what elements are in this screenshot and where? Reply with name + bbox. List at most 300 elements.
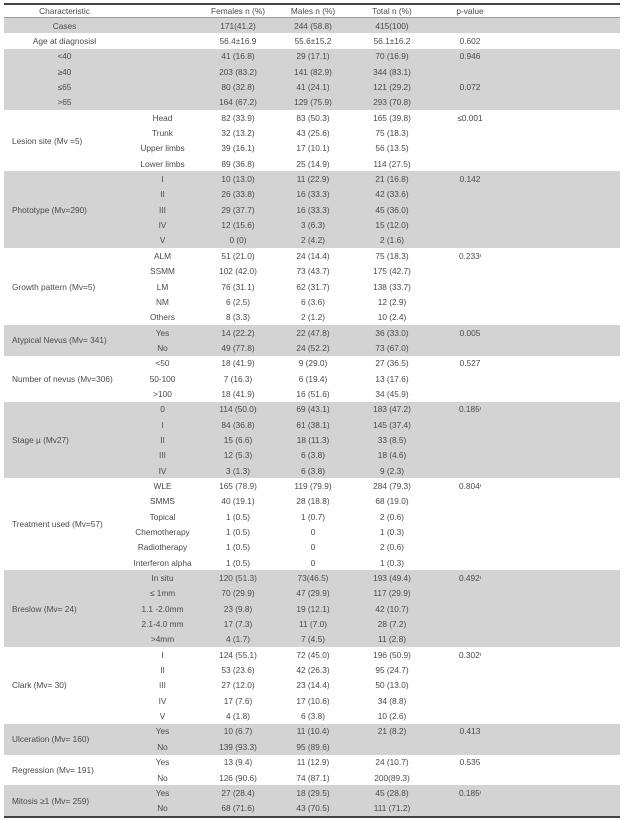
row-group <box>4 18 620 33</box>
total-cell: 75 (18.3) <box>375 128 409 139</box>
total-cell: 2 (1.6) <box>380 235 404 246</box>
total-cell: 15 (12.0) <box>375 220 409 231</box>
category-cell: ALM <box>153 250 172 261</box>
total-cell: 10 (2.4) <box>377 312 407 323</box>
total-cell: 50 (13.0) <box>375 680 409 691</box>
females-cell: 27 (28.4) <box>221 787 255 798</box>
females-cell: 51 (21.0) <box>221 250 255 261</box>
males-cell: 11 (12.9) <box>296 757 330 768</box>
females-cell: 70 (29.9) <box>221 588 255 599</box>
group-label: Regression (Mv= 191) <box>12 764 94 775</box>
table-row <box>4 432 620 447</box>
p-value-cell: 0.142 <box>459 174 481 185</box>
total-cell: 117 (29.9) <box>373 588 411 599</box>
males-cell: 18 (29.5) <box>296 787 330 798</box>
total-cell: 183 (47.2) <box>373 404 411 415</box>
total-cell: 28 (7.2) <box>377 619 407 630</box>
category-cell: No <box>157 741 168 752</box>
category-cell: Interferon alpha <box>133 557 192 568</box>
males-cell: 69 (43.1) <box>296 404 330 415</box>
females-cell: 32 (13.2) <box>221 128 255 139</box>
table-row <box>4 217 620 232</box>
females-cell: 17 (7.3) <box>223 619 253 630</box>
males-cell: 25 (14.9) <box>296 158 330 169</box>
group-label: Growth pattern (Mv=5) <box>12 281 96 292</box>
females-cell: 40 (19.1) <box>221 496 255 507</box>
males-cell: 18 (11.3) <box>296 434 330 445</box>
females-cell: 82 (33.9) <box>221 112 255 123</box>
males-cell: 29 (17.1) <box>296 51 330 62</box>
females-cell: 8 (3.3) <box>226 312 250 323</box>
characteristics-table <box>4 3 620 818</box>
males-cell: 6 (3.8) <box>301 465 325 476</box>
females-cell: 14 (22.2) <box>221 327 255 338</box>
category-cell: WLE <box>153 480 172 491</box>
header-females: Females n (%) <box>211 6 265 16</box>
table-row <box>4 570 620 585</box>
characteristic-cell: <40 <box>57 51 72 62</box>
females-cell: 120 (51.3) <box>219 573 257 584</box>
females-cell: 39 (16.1) <box>221 143 255 154</box>
females-cell: 12 (5.3) <box>223 450 253 461</box>
category-cell: SSMM <box>150 266 175 277</box>
p-value-cell: 0.005 <box>459 327 481 338</box>
males-cell: 83 (50.3) <box>296 112 330 123</box>
total-cell: 13 (17.6) <box>375 373 409 384</box>
total-cell: 111 (71.2) <box>373 803 411 814</box>
males-cell: 244 (58.8) <box>294 20 332 31</box>
header-p-value: p-value <box>456 6 484 16</box>
females-cell: 7 (16.3) <box>223 373 253 384</box>
p-value-cell: ≤0.001 <box>457 112 483 123</box>
row-group <box>4 724 620 755</box>
total-cell: 193 (49.4) <box>373 573 411 584</box>
females-cell: 23 (9.8) <box>223 603 253 614</box>
total-cell: 56 (13.5) <box>375 143 409 154</box>
total-cell: 145 (37.4) <box>373 419 411 430</box>
category-cell: 0 <box>160 404 165 415</box>
males-cell: 0 <box>310 557 316 568</box>
males-cell: 74 (87.1) <box>296 772 330 783</box>
table-row <box>4 79 620 94</box>
females-cell: 171(41.2) <box>220 20 256 31</box>
category-cell: LM <box>156 281 169 292</box>
table-row <box>4 478 620 493</box>
total-cell: 70 (16.9) <box>375 51 409 62</box>
total-cell: 73 (67.0) <box>375 342 409 353</box>
category-cell: NM <box>156 296 169 307</box>
males-cell: 141 (82.9) <box>294 66 332 77</box>
males-cell: 43 (25.6) <box>296 128 330 139</box>
characteristic-cell: Cases <box>52 20 77 31</box>
category-cell: Others <box>150 312 175 323</box>
males-cell: 3 (6.3) <box>301 220 325 231</box>
males-cell: 24 (14.4) <box>296 250 330 261</box>
row-group <box>4 647 620 724</box>
category-cell: Trunk <box>152 128 173 139</box>
table-row <box>4 187 620 202</box>
table-row <box>4 770 620 785</box>
table-row <box>4 248 620 263</box>
total-cell: 293 (70.8) <box>373 97 411 108</box>
table-row <box>4 616 620 631</box>
group-label: Number of nevus (Mv=306) <box>12 373 113 384</box>
females-cell: 4 (1.7) <box>226 634 250 645</box>
females-cell: 4 (1.8) <box>226 711 250 722</box>
females-cell: 53 (23.6) <box>221 665 255 676</box>
females-cell: 102 (42.0) <box>219 266 257 277</box>
group-label: Stage µ (Mv27) <box>12 434 69 445</box>
females-cell: 6 (2.5) <box>226 296 250 307</box>
row-group <box>4 755 620 786</box>
table-row <box>4 678 620 693</box>
row-group <box>4 248 620 325</box>
table-row <box>4 64 620 79</box>
total-cell: 21 (16.8) <box>375 174 409 185</box>
table-row <box>4 294 620 309</box>
males-cell: 61 (38.1) <box>296 419 330 430</box>
table-row <box>4 555 620 570</box>
females-cell: 12 (15.6) <box>221 220 255 231</box>
males-cell: 0 <box>310 542 316 553</box>
p-value-cell: 0.072 <box>459 82 481 93</box>
p-value-cell: 0.302ᶧ <box>458 649 482 660</box>
males-cell: 7 (4.5) <box>301 634 325 645</box>
table-row <box>4 448 620 463</box>
category-cell: >100 <box>153 388 172 399</box>
characteristic-cell: ≥40 <box>57 66 72 77</box>
category-cell: V <box>159 235 166 246</box>
total-cell: 10 (2.6) <box>377 711 407 722</box>
total-cell: 114 (27.5) <box>373 158 411 169</box>
females-cell: 68 (71.6) <box>221 803 255 814</box>
females-cell: 114 (50.0) <box>219 404 257 415</box>
group-label: Clark (Mv= 30) <box>12 680 67 691</box>
total-cell: 95 (24.7) <box>375 665 409 676</box>
total-cell: 1 (0.3) <box>380 557 404 568</box>
p-value-cell: 0.413 <box>459 726 481 737</box>
table-row <box>4 18 620 33</box>
males-cell: 19 (12.1) <box>296 603 330 614</box>
males-cell: 73 (43.7) <box>296 266 330 277</box>
category-cell: 2.1-4.0 mm <box>141 619 184 630</box>
males-cell: 6 (3.8) <box>301 711 325 722</box>
females-cell: 124 (55.1) <box>219 649 257 660</box>
table-row <box>4 386 620 401</box>
table-row <box>4 693 620 708</box>
table-row <box>4 417 620 432</box>
males-cell: 73(46.5) <box>297 573 329 584</box>
category-cell: ≤ 1mm <box>149 588 176 599</box>
category-cell: Chemotherapy <box>135 527 190 538</box>
category-cell: 1.1 -2.0mm <box>141 603 184 614</box>
females-cell: 41 (16.8) <box>221 51 255 62</box>
males-cell: 6 (3.8) <box>301 450 325 461</box>
total-cell: 45 (28.8) <box>375 787 409 798</box>
males-cell: 16 (33.3) <box>296 204 330 215</box>
row-group <box>4 33 620 48</box>
table-row <box>4 463 620 478</box>
header-males: Males n (%) <box>290 6 336 16</box>
males-cell: 55.6±15.2 <box>294 36 332 47</box>
category-cell: I <box>161 649 164 660</box>
total-cell: 56.1±16.2 <box>373 36 411 47</box>
p-value-cell: 0.185ᶧ <box>458 404 482 415</box>
group-label: Ulceration (Mv= 160) <box>12 734 90 745</box>
males-cell: 17 (10.6) <box>296 695 330 706</box>
total-cell: 1 (0.3) <box>380 527 404 538</box>
table-row <box>4 233 620 248</box>
females-cell: 18 (41.9) <box>221 388 255 399</box>
total-cell: 2 (0.6) <box>380 511 404 522</box>
table-row <box>4 356 620 371</box>
table-row <box>4 33 620 48</box>
females-cell: 56.4±16.9 <box>219 36 257 47</box>
males-cell: 72 (45.0) <box>296 649 330 660</box>
males-cell: 11 (10.4) <box>296 726 330 737</box>
category-cell: No <box>157 803 168 814</box>
row-group <box>4 110 620 171</box>
males-cell: 62 (31.7) <box>296 281 330 292</box>
females-cell: 89 (36.8) <box>221 158 255 169</box>
males-cell: 41 (24.1) <box>296 82 330 93</box>
males-cell: 6 (19.4) <box>298 373 328 384</box>
row-group <box>4 570 620 647</box>
females-cell: 164 (67.2) <box>219 97 257 108</box>
p-value-cell: 0.233ᶧ <box>458 250 482 261</box>
characteristic-cell: ≤65 <box>57 82 72 93</box>
category-cell: SMMS <box>150 496 175 507</box>
header-total: Total n (%) <box>372 6 412 16</box>
table-row <box>4 125 620 140</box>
males-cell: 28 (18.8) <box>296 496 330 507</box>
row-group <box>4 402 620 479</box>
category-cell: Yes <box>155 757 170 768</box>
females-cell: 1 (0.5) <box>226 557 250 568</box>
total-cell: 12 (2.9) <box>377 296 407 307</box>
category-cell: No <box>157 772 168 783</box>
table-row <box>4 755 620 770</box>
total-cell: 9 (2.3) <box>380 465 404 476</box>
males-cell: 95 (89.6) <box>296 741 330 752</box>
females-cell: 10 (6.7) <box>223 726 253 737</box>
table-row <box>4 662 620 677</box>
p-value-cell: 0.185ᶧ <box>458 787 482 798</box>
total-cell: 415(100) <box>375 20 409 31</box>
males-cell: 129 (75.9) <box>294 97 332 108</box>
total-cell: 21 (8.2) <box>377 726 407 737</box>
total-cell: 33 (8.5) <box>377 434 407 445</box>
group-label: Phototype (Mv=290) <box>12 204 87 215</box>
table-row <box>4 647 620 662</box>
p-value-cell: 0.535 <box>459 757 481 768</box>
row-group <box>4 356 620 402</box>
females-cell: 3 (1.3) <box>226 465 250 476</box>
total-cell: 175 (42.7) <box>373 266 411 277</box>
category-cell: Upper limbs <box>140 143 185 154</box>
category-cell: IV <box>158 465 167 476</box>
category-cell: Head <box>152 112 173 123</box>
group-label: Treatment used (Mv=57) <box>12 519 103 530</box>
males-cell: 47 (29.9) <box>296 588 330 599</box>
category-cell: Yes <box>155 787 170 798</box>
males-cell: 11 (7.0) <box>299 619 327 630</box>
females-cell: 10 (13.0) <box>221 174 255 185</box>
table-row <box>4 49 620 64</box>
table-row <box>4 632 620 647</box>
category-cell: I <box>161 419 164 430</box>
table-row <box>4 264 620 279</box>
males-cell: 2 (1.2) <box>301 312 325 323</box>
total-cell: 42 (10.7) <box>375 603 409 614</box>
row-group <box>4 325 620 356</box>
table-header <box>4 5 620 18</box>
total-cell: 165 (39.8) <box>373 112 411 123</box>
total-cell: 34 (45.9) <box>375 388 409 399</box>
header-characteristic: Characteristic <box>39 6 90 16</box>
category-cell: III <box>159 450 166 461</box>
males-cell: 43 (70.5) <box>296 803 330 814</box>
total-cell: 24 (10.7) <box>375 757 409 768</box>
females-cell: 139 (93.3) <box>219 741 257 752</box>
table-body <box>4 18 620 816</box>
category-cell: IV <box>158 695 167 706</box>
females-cell: 1 (0.5) <box>226 511 250 522</box>
females-cell: 203 (83.2) <box>219 66 257 77</box>
category-cell: Yes <box>155 327 170 338</box>
p-value-cell: 0.492ᶧ <box>458 573 482 584</box>
row-group <box>4 171 620 248</box>
males-cell: 1 (0.7) <box>301 511 325 522</box>
total-cell: 344 (83.1) <box>373 66 411 77</box>
category-cell: <50 <box>155 358 170 369</box>
females-cell: 165 (78.9) <box>219 480 257 491</box>
category-cell: I <box>161 174 164 185</box>
total-cell: 11 (2.8) <box>378 634 406 645</box>
females-cell: 76 (31.1) <box>221 281 255 292</box>
total-cell: 200(89.3) <box>374 772 410 783</box>
females-cell: 49 (77.8) <box>221 342 255 353</box>
table-row <box>4 110 620 125</box>
characteristic-cell: Age at diagnosisł <box>32 36 97 47</box>
total-cell: 121 (29.2) <box>373 82 411 93</box>
category-cell: V <box>159 711 166 722</box>
females-cell: 1 (0.5) <box>226 527 250 538</box>
category-cell: 50-100 <box>149 373 176 384</box>
category-cell: II <box>160 434 165 445</box>
p-value-cell: 0.602 <box>459 36 481 47</box>
group-label: Lesion site (Mv =5) <box>12 135 83 146</box>
table-row <box>4 586 620 601</box>
males-cell: 16 (51.6) <box>296 388 330 399</box>
characteristic-cell: >65 <box>57 97 72 108</box>
males-cell: 42 (26.3) <box>296 665 330 676</box>
total-cell: 18 (4.6) <box>377 450 407 461</box>
p-value-cell: 0.946 <box>459 51 481 62</box>
males-cell: 17 (10.1) <box>296 143 330 154</box>
group-label: Atypical Nevus (Mv= 341) <box>12 335 107 346</box>
p-value-cell: 0.527 <box>459 358 481 369</box>
females-cell: 126 (90.6) <box>219 772 257 783</box>
total-cell: 27 (36.5) <box>375 358 409 369</box>
total-cell: 2 (0.6) <box>380 542 404 553</box>
table-row <box>4 801 620 816</box>
category-cell: Yes <box>155 726 170 737</box>
table-row <box>4 279 620 294</box>
females-cell: 80 (32.8) <box>221 82 255 93</box>
category-cell: Lower limbs <box>140 158 185 169</box>
category-cell: III <box>159 680 166 691</box>
total-cell: 42 (33.6) <box>375 189 409 200</box>
table-row <box>4 402 620 417</box>
p-value-cell: 0.804ᶧ <box>458 480 482 491</box>
females-cell: 13 (9.4) <box>223 757 253 768</box>
category-cell: >4mm <box>150 634 175 645</box>
total-cell: 68 (19.0) <box>375 496 409 507</box>
table-row <box>4 724 620 739</box>
males-cell: 6 (3.6) <box>301 296 325 307</box>
females-cell: 29 (37.7) <box>221 204 255 215</box>
females-cell: 1 (0.5) <box>226 542 250 553</box>
females-cell: 84 (36.8) <box>221 419 255 430</box>
females-cell: 27 (12.0) <box>221 680 255 691</box>
total-cell: 284 (79.3) <box>373 480 411 491</box>
females-cell: 26 (33.8) <box>221 189 255 200</box>
females-cell: 15 (6.6) <box>223 434 253 445</box>
table-row <box>4 540 620 555</box>
table-row <box>4 156 620 171</box>
males-cell: 23 (14.4) <box>296 680 330 691</box>
total-cell: 36 (33.0) <box>375 327 409 338</box>
males-cell: 16 (33.3) <box>296 189 330 200</box>
males-cell: 22 (47.8) <box>296 327 330 338</box>
total-cell: 45 (36.0) <box>375 204 409 215</box>
table-row <box>4 310 620 325</box>
table-row <box>4 171 620 186</box>
females-cell: 0 (0) <box>229 235 247 246</box>
table-row <box>4 739 620 754</box>
table-row <box>4 494 620 509</box>
row-group <box>4 478 620 570</box>
total-cell: 196 (50.9) <box>373 649 411 660</box>
category-cell: Radiotherapy <box>137 542 188 553</box>
males-cell: 0 <box>310 527 316 538</box>
category-cell: II <box>160 665 165 676</box>
category-cell: Topical <box>149 511 176 522</box>
category-cell: No <box>157 342 168 353</box>
total-cell: 75 (18.3) <box>375 250 409 261</box>
table-row <box>4 785 620 800</box>
table-row <box>4 601 620 616</box>
category-cell: IV <box>158 220 167 231</box>
category-cell: II <box>160 189 165 200</box>
table-row <box>4 95 620 110</box>
table-row <box>4 708 620 723</box>
group-label: Mitosis ≥1 (Mv= 259) <box>12 795 90 806</box>
females-cell: 17 (7.6) <box>223 695 253 706</box>
total-cell: 138 (33.7) <box>373 281 411 292</box>
row-group <box>4 785 620 816</box>
category-cell: In situ <box>151 573 174 584</box>
group-label: Breslow (Mv= 24) <box>12 603 77 614</box>
males-cell: 24 (52.2) <box>296 342 330 353</box>
table-row <box>4 202 620 217</box>
males-cell: 119 (79.9) <box>294 480 332 491</box>
males-cell: 9 (29.0) <box>298 358 328 369</box>
males-cell: 11 (22.9) <box>296 174 330 185</box>
table-row <box>4 141 620 156</box>
total-cell: 34 (8.8) <box>377 695 407 706</box>
